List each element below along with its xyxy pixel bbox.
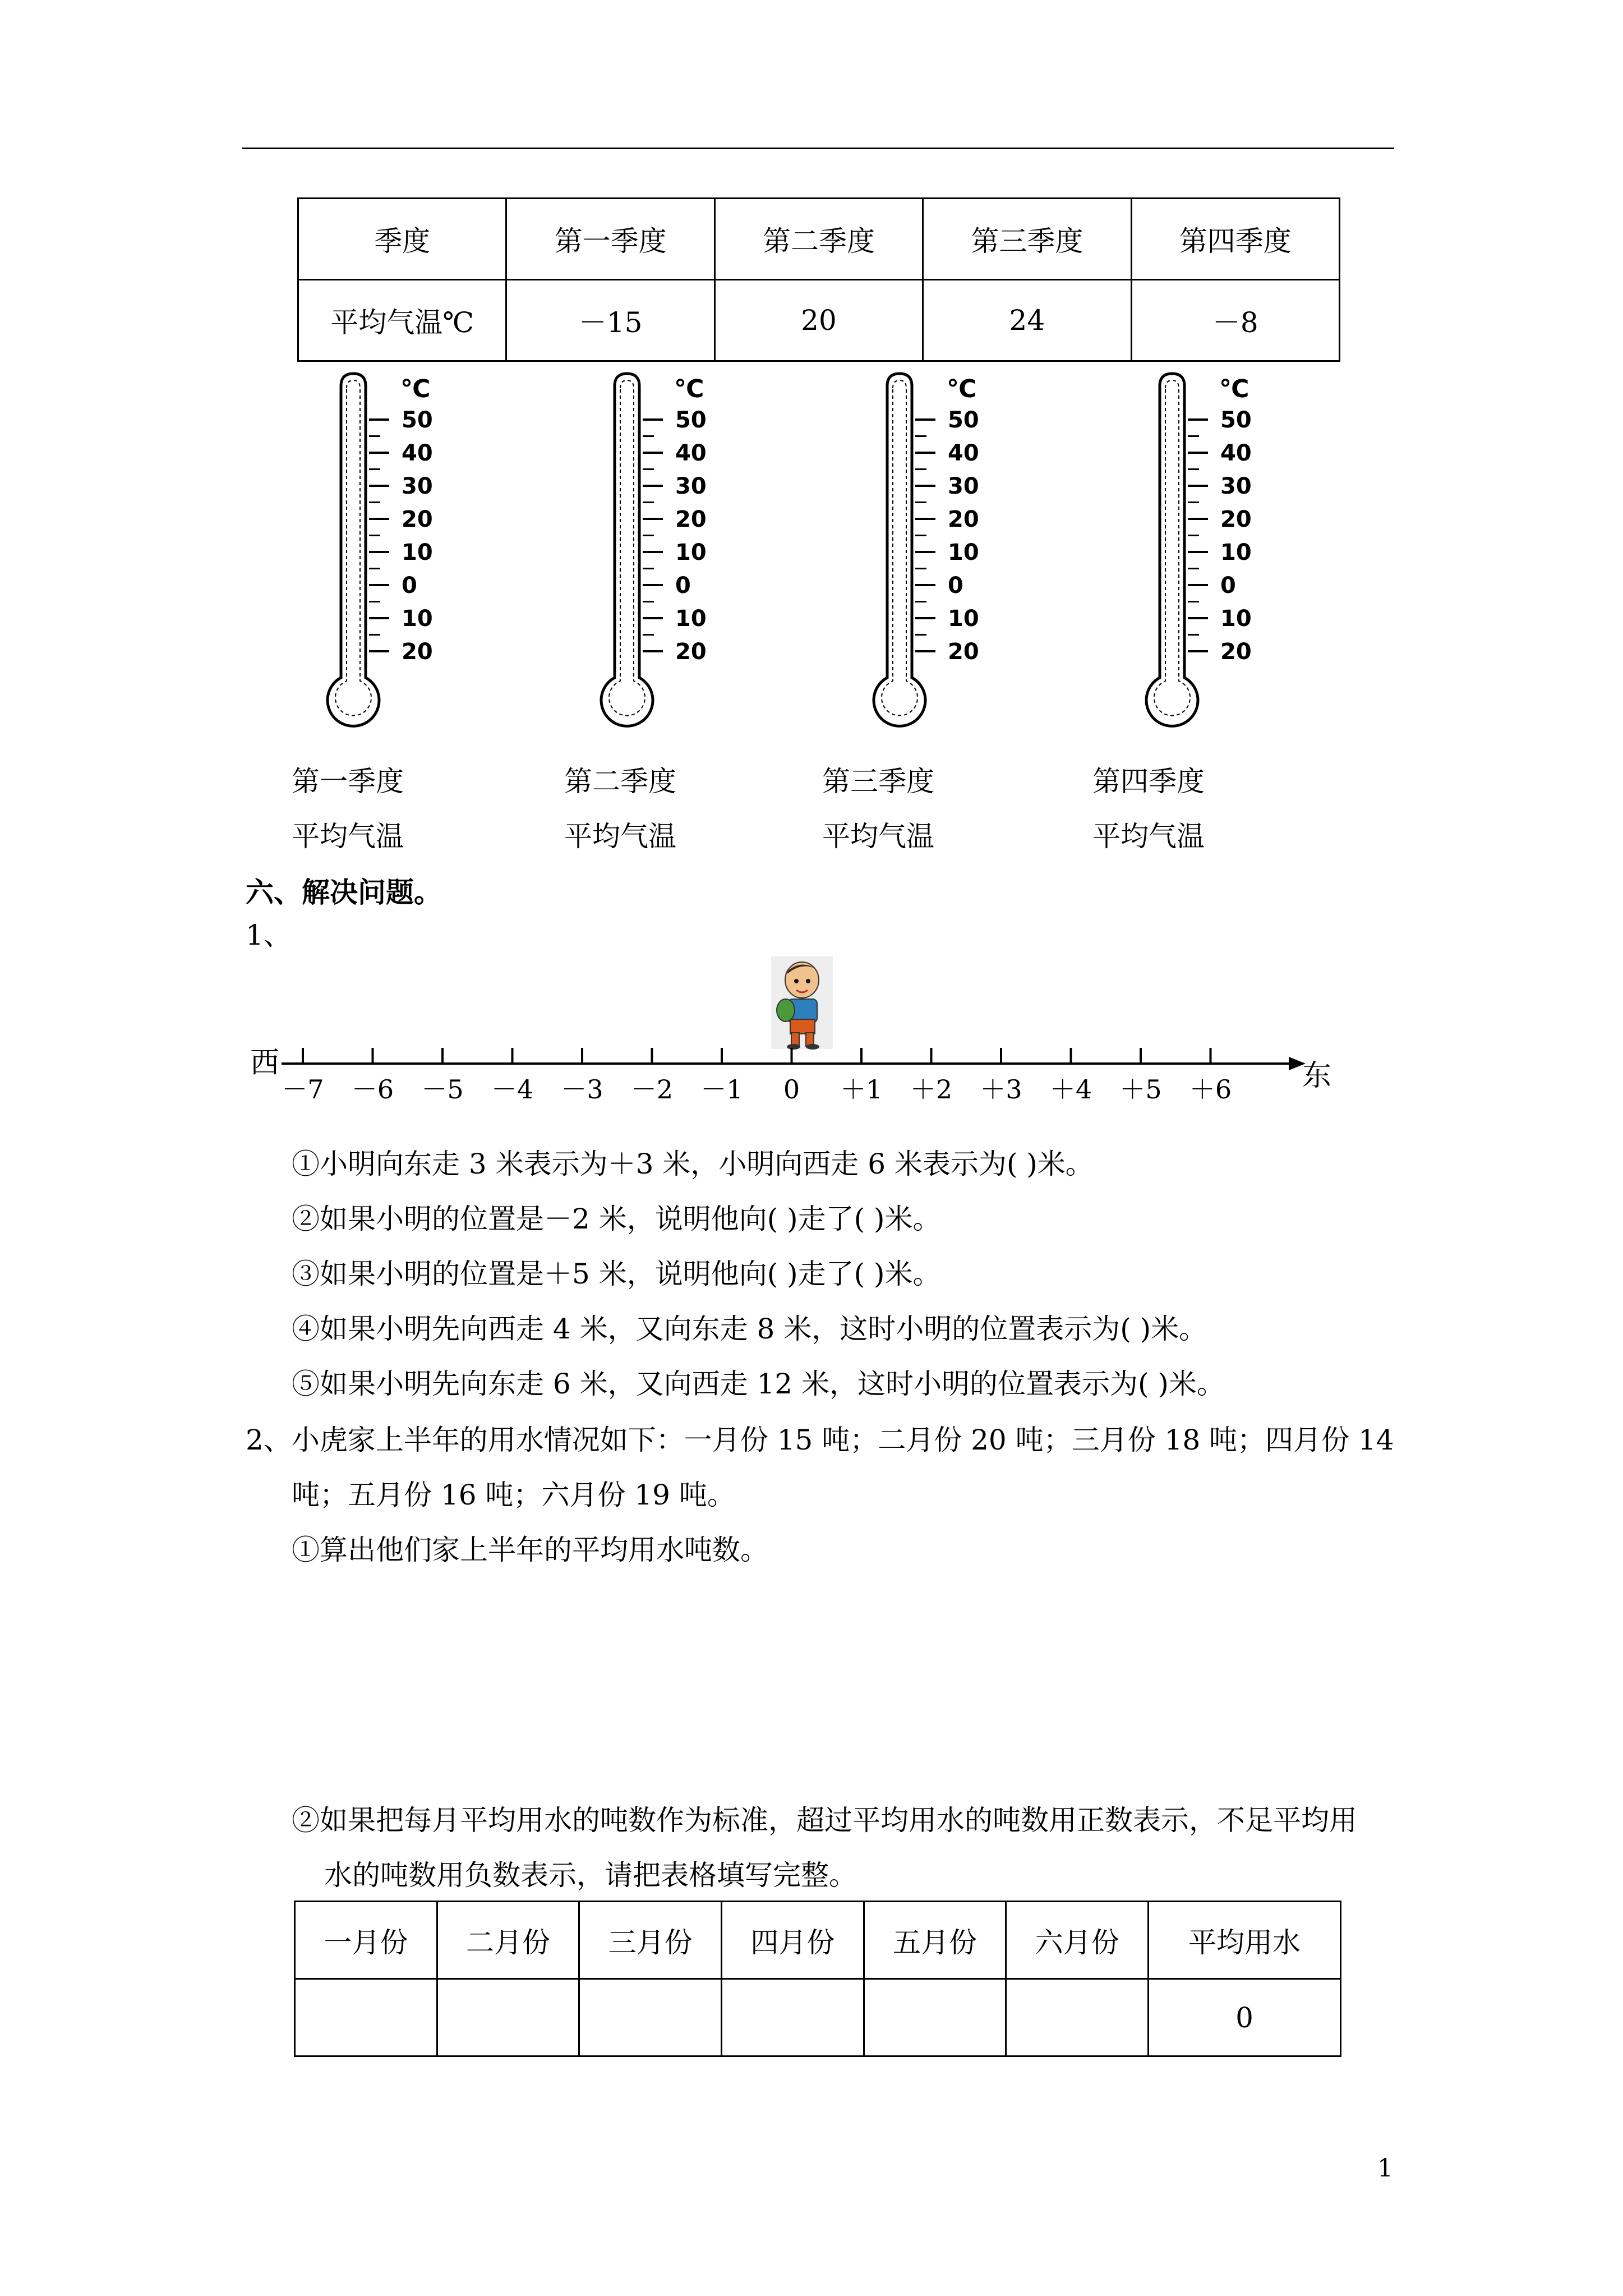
q2-line-1: 2、小虎家上半年的用水情况如下：一月份 15 吨；二月份 20 吨；三月份 18 吨；四月份 14 bbox=[246, 1424, 1394, 1456]
thermometer-scale-label: 10 bbox=[675, 606, 707, 632]
header-rule bbox=[242, 148, 1394, 149]
thermometer-scale-label: 50 bbox=[1220, 407, 1252, 433]
table-cell-blank[interactable] bbox=[864, 1979, 1006, 2056]
table-cell: 六月份 bbox=[1006, 1902, 1149, 1979]
table-cell-blank[interactable] bbox=[437, 1979, 579, 2056]
thermometer-scale-label: 40 bbox=[402, 440, 433, 466]
table-cell: 三月份 bbox=[579, 1902, 722, 1979]
thermo-caption-label-2: 平均气温 bbox=[564, 820, 676, 853]
water-usage-table bbox=[294, 1901, 1341, 2057]
season-temperature-table bbox=[297, 197, 1340, 362]
q1-item-4: ④如果小明先向西走 4 米，又向东走 8 米，这时小明的位置表示为( )米。 bbox=[292, 1313, 1207, 1345]
number-line-tick-label: －3 bbox=[561, 1074, 603, 1105]
table-row bbox=[295, 1979, 1341, 2056]
table-cell: 第三季度 bbox=[923, 199, 1131, 280]
table-cell: －8 bbox=[1131, 280, 1339, 361]
q2-line-2: 吨；五月份 16 吨；六月份 19 吨。 bbox=[292, 1479, 735, 1511]
thermometer-scale-label: 10 bbox=[402, 606, 433, 632]
number-line-tick-label: ＋2 bbox=[910, 1074, 953, 1105]
thermometer-scale-label: 30 bbox=[1220, 473, 1252, 499]
number-line bbox=[247, 954, 1332, 1105]
number-line-ticks bbox=[282, 1048, 1232, 1105]
table-cell: 平均用水 bbox=[1149, 1902, 1341, 1979]
thermometer-tube bbox=[601, 374, 653, 726]
table-cell: 四月份 bbox=[721, 1902, 864, 1979]
table-cell: －15 bbox=[506, 280, 714, 361]
number-line-svg bbox=[247, 954, 1332, 1105]
thermometer-scale-label: 10 bbox=[948, 540, 979, 565]
table-cell: 一月份 bbox=[295, 1902, 437, 1979]
number-line-tick-label: ＋5 bbox=[1119, 1074, 1162, 1105]
thermometer-svg bbox=[868, 364, 997, 745]
thermometer-scale-label: 40 bbox=[1220, 440, 1252, 466]
number-line-tick-label: －5 bbox=[421, 1074, 464, 1105]
table-cell: 0 bbox=[1149, 1979, 1341, 2056]
thermo-caption-label-1: 平均气温 bbox=[292, 820, 404, 853]
east-label: 东 bbox=[1302, 1059, 1332, 1093]
thermometer-scale-label: 10 bbox=[1220, 606, 1252, 632]
table-cell: 五月份 bbox=[864, 1902, 1006, 1979]
number-line-tick-label: ＋3 bbox=[980, 1074, 1022, 1105]
q2-sub-2-line-2: 水的吨数用负数表示，请把表格填写完整。 bbox=[324, 1859, 857, 1892]
table-cell-blank[interactable] bbox=[579, 1979, 722, 2056]
table-row bbox=[298, 280, 1340, 361]
thermometer-tube bbox=[1146, 374, 1198, 726]
thermometer-unit: ℃ bbox=[1219, 375, 1249, 403]
west-label: 西 bbox=[250, 1046, 280, 1080]
table-cell-blank[interactable] bbox=[1006, 1979, 1149, 2056]
table-cell: 第四季度 bbox=[1131, 199, 1339, 280]
number-line-tick-label: ＋1 bbox=[840, 1074, 883, 1105]
thermometer-svg bbox=[596, 364, 725, 745]
thermometer-scale-label: 20 bbox=[675, 639, 707, 665]
q2-sub-1: ①算出他们家上半年的平均用水吨数。 bbox=[292, 1534, 768, 1566]
number-line-tick-label: －1 bbox=[700, 1074, 743, 1105]
thermometer-scale-label: 30 bbox=[948, 473, 979, 499]
number-line-tick-label: ＋4 bbox=[1049, 1074, 1092, 1105]
boy-icon bbox=[771, 956, 833, 1050]
number-line-tick-label: －4 bbox=[491, 1074, 534, 1105]
thermometer-tube bbox=[328, 374, 379, 726]
thermo-caption-season-2: 第二季度 bbox=[564, 765, 676, 798]
thermo-caption-season-1: 第一季度 bbox=[292, 765, 404, 798]
thermometer-scale-label: 40 bbox=[948, 440, 979, 466]
thermometer-scale-label: 0 bbox=[675, 573, 691, 599]
q1-item-2: ②如果小明的位置是－2 米，说明他向( )走了( )米。 bbox=[292, 1203, 941, 1235]
section-title: 六、解决问题。 bbox=[246, 876, 442, 909]
thermometer-scale-label: 0 bbox=[948, 573, 963, 599]
thermometer-scale-label: 50 bbox=[948, 407, 979, 433]
table-cell: 季度 bbox=[298, 199, 506, 280]
table-cell: 24 bbox=[923, 280, 1131, 361]
thermometer-1 bbox=[322, 364, 451, 745]
number-line-tick-label: ＋6 bbox=[1189, 1074, 1232, 1105]
number-line-tick-label: －6 bbox=[351, 1074, 394, 1105]
table-cell: 第二季度 bbox=[714, 199, 923, 280]
table-cell: 平均气温℃ bbox=[298, 280, 506, 361]
thermometer-scale-label: 40 bbox=[675, 440, 707, 466]
thermometer-scale-label: 30 bbox=[675, 473, 707, 499]
table-header-row bbox=[295, 1902, 1341, 1979]
number-line-tick-label: －2 bbox=[630, 1074, 674, 1105]
thermometer-unit: ℃ bbox=[400, 375, 431, 403]
q2-sub-2-line-1: ②如果把每月平均用水的吨数作为标准，超过平均用水的吨数用正数表示，不足平均用 bbox=[292, 1804, 1357, 1837]
thermometer-scale-label: 30 bbox=[402, 473, 433, 499]
thermometer-scale-label: 20 bbox=[402, 639, 433, 665]
thermo-caption-label-4: 平均气温 bbox=[1092, 820, 1205, 853]
thermo-caption-label-3: 平均气温 bbox=[822, 820, 934, 853]
thermometer-4 bbox=[1141, 364, 1270, 745]
question-1-number: 1、 bbox=[246, 919, 292, 951]
thermometer-scale-label: 0 bbox=[1220, 573, 1236, 599]
thermometer-group bbox=[322, 364, 1253, 748]
thermo-caption-season-3: 第三季度 bbox=[822, 765, 934, 798]
table-cell-blank[interactable] bbox=[721, 1979, 864, 2056]
thermometer-3 bbox=[868, 364, 997, 745]
q1-item-3: ③如果小明的位置是＋5 米，说明他向( )走了( )米。 bbox=[292, 1258, 941, 1290]
thermometer-scale-label: 20 bbox=[948, 507, 979, 532]
thermometer-scale-label: 20 bbox=[1220, 639, 1252, 665]
thermometer-scale-label: 20 bbox=[675, 507, 707, 532]
thermometer-svg bbox=[1141, 364, 1270, 745]
page-number: 1 bbox=[1377, 2154, 1393, 2183]
thermometer-scale-label: 10 bbox=[948, 606, 979, 632]
thermometer-2 bbox=[596, 364, 725, 745]
q1-item-5: ⑤如果小明先向东走 6 米，又向西走 12 米，这时小明的位置表示为( )米。 bbox=[292, 1368, 1225, 1400]
thermometer-scale-label: 0 bbox=[402, 573, 417, 599]
thermometer-scale-label: 20 bbox=[1220, 507, 1252, 532]
thermometer-scale-label: 20 bbox=[948, 639, 979, 665]
thermo-caption-season-4: 第四季度 bbox=[1092, 765, 1205, 798]
thermometer-svg bbox=[322, 364, 451, 745]
thermometer-unit: ℃ bbox=[674, 375, 704, 403]
number-line-tick-label: 0 bbox=[783, 1074, 800, 1105]
thermometer-unit: ℃ bbox=[947, 375, 977, 403]
table-cell-blank[interactable] bbox=[295, 1979, 437, 2056]
thermometer-scale-label: 20 bbox=[402, 507, 433, 532]
thermometer-scale-label: 50 bbox=[402, 407, 433, 433]
thermometer-scale-label: 50 bbox=[675, 407, 707, 433]
q1-item-1: ①小明向东走 3 米表示为＋3 米，小明向西走 6 米表示为( )米。 bbox=[292, 1148, 1094, 1180]
thermometer-tube bbox=[874, 374, 925, 726]
table-cell: 20 bbox=[714, 280, 923, 361]
thermometer-scale-label: 10 bbox=[402, 540, 433, 565]
thermometer-scale-label: 10 bbox=[1220, 540, 1252, 565]
table-cell: 二月份 bbox=[437, 1902, 579, 1979]
table-cell: 第一季度 bbox=[506, 199, 714, 280]
table-header-row bbox=[298, 199, 1340, 280]
number-line-tick-label: －7 bbox=[282, 1074, 324, 1105]
thermometer-scale-label: 10 bbox=[675, 540, 707, 565]
